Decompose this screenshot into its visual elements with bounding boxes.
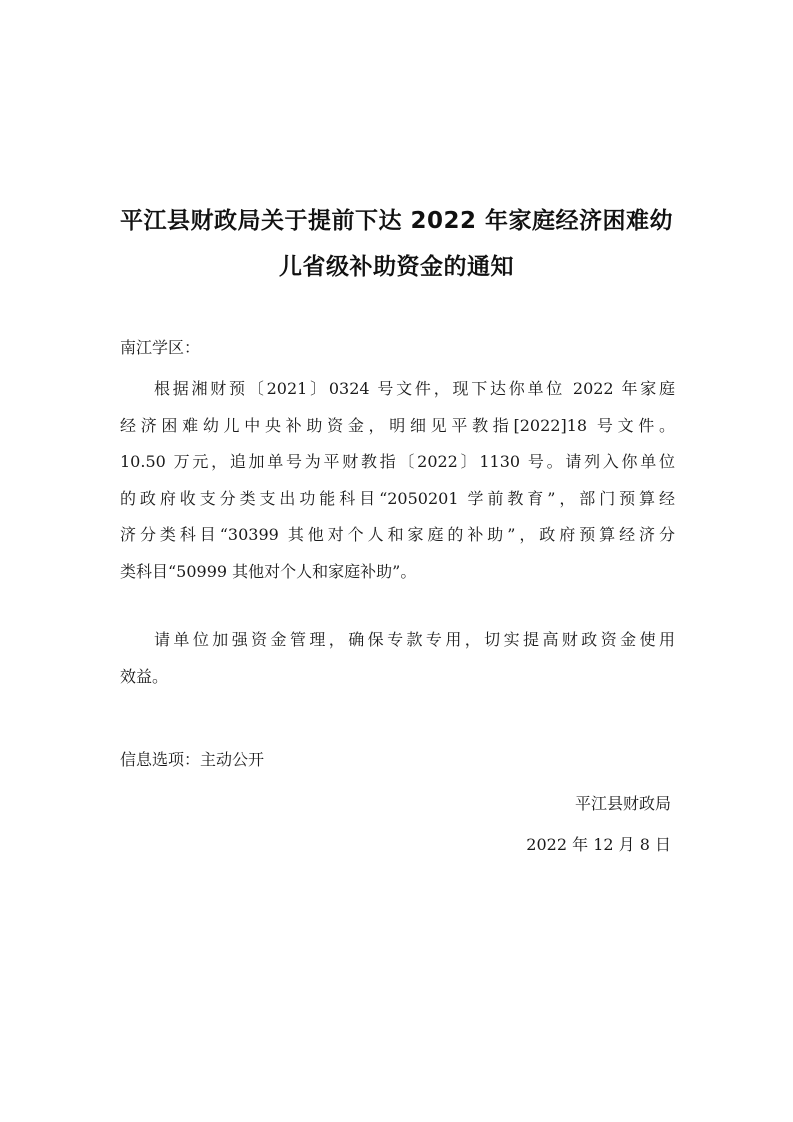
paragraph-line: 请单位加强资金管理，确保专款专用，切实提高财政资金使用	[154, 630, 675, 649]
issuing-authority: 平江县财政局	[574, 794, 671, 813]
title-line-2: 儿省级补助资金的通知	[279, 254, 514, 280]
paragraph-line: 10.50 万元，追加单号为平财教指〔2022〕1130 号。请列入你单位	[120, 452, 675, 471]
paragraph-requirement	[120, 622, 675, 695]
title-line-1: 平江县财政局关于提前下达 2022 年家庭经济困难幼	[120, 208, 674, 234]
paragraph-main	[120, 371, 675, 590]
paragraph-line: 的政府收支分类支出功能科目“2050201 学前教育”，部门预算经	[120, 488, 675, 508]
paragraph-line: 根据湘财预〔2021〕0324 号文件，现下达你单位 2022 年家庭	[154, 379, 675, 398]
issue-date: 2022 年 12 月 8 日	[526, 835, 671, 854]
document-title	[120, 198, 673, 290]
paragraph-line: 济分类科目“30399 其他对个人和家庭的补助”，政府预算经济分	[120, 525, 675, 544]
salutation: 南江学区：	[120, 338, 201, 357]
info-disclosure-option: 信息选项：主动公开	[120, 750, 265, 769]
paragraph-line: 类科目“50999 其他对个人和家庭补助”。	[120, 561, 417, 581]
paragraph-line: 效益。	[120, 666, 169, 686]
paragraph-line: 经济困难幼儿中央补助资金，明细见平教指[2022]18 号文件。	[120, 415, 675, 435]
